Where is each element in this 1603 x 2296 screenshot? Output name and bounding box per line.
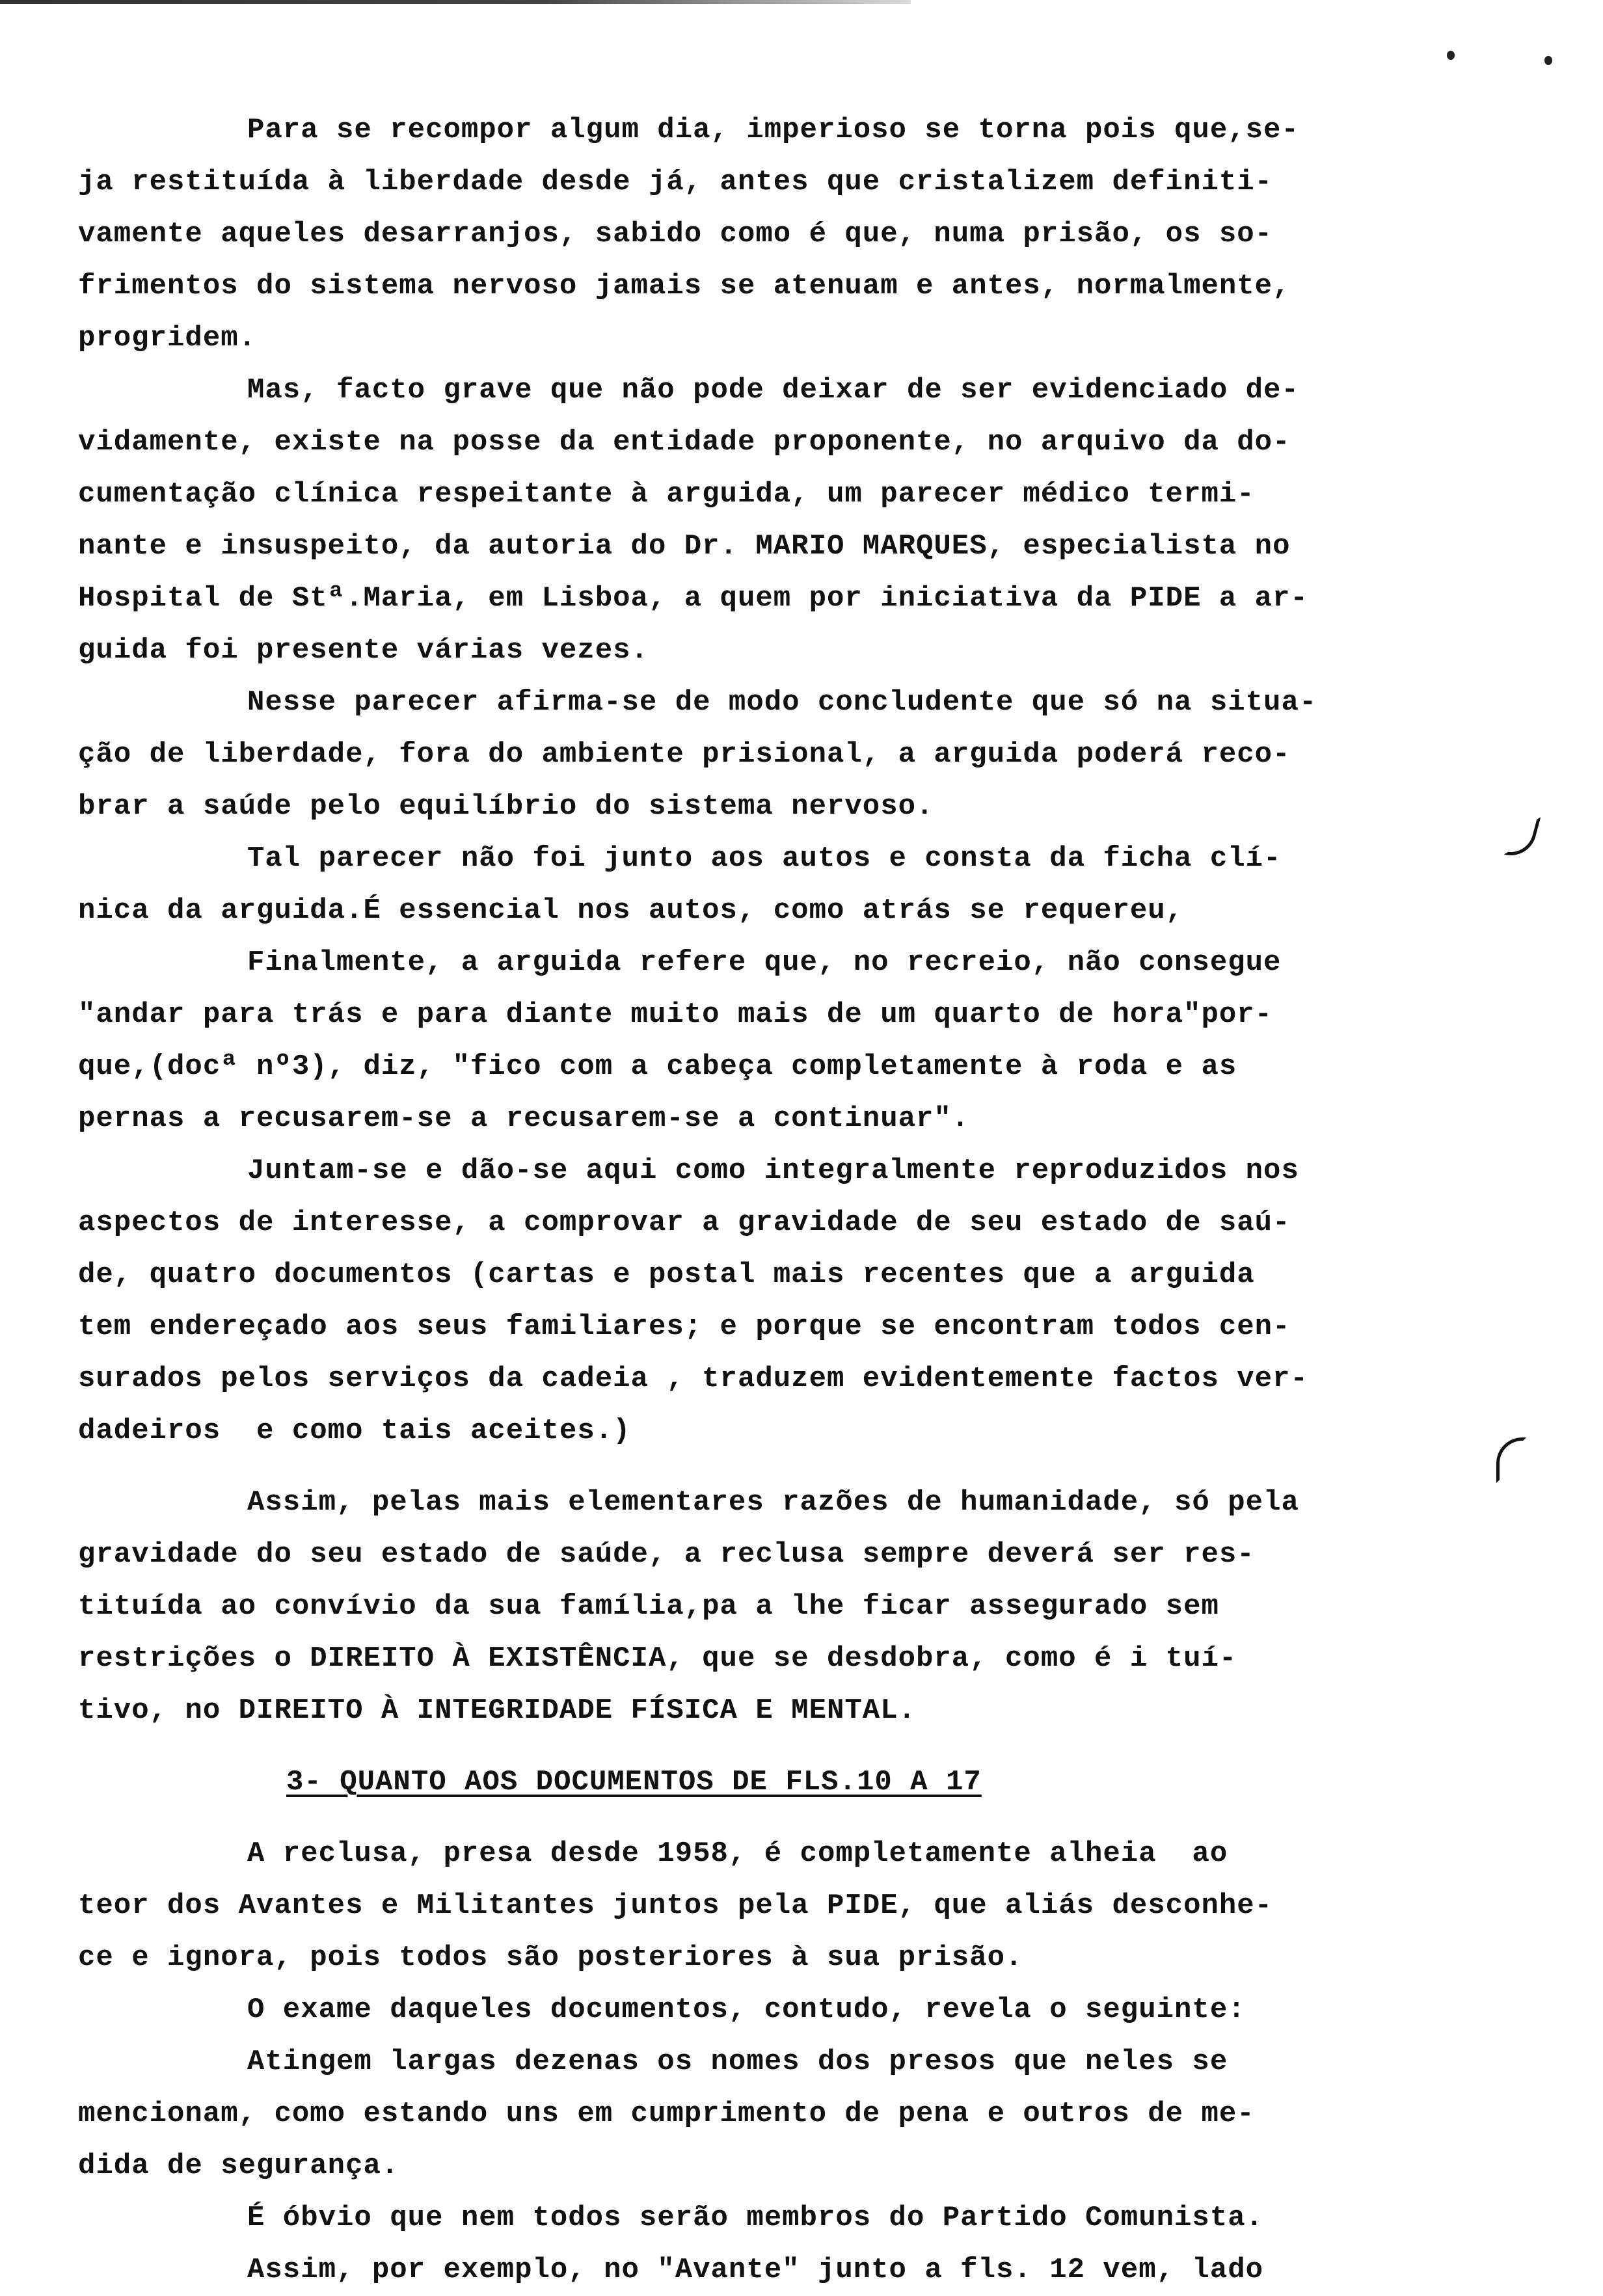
corner-dot-left xyxy=(1447,51,1455,60)
text-line: O exame daqueles documentos, contudo, revela o seguinte: xyxy=(247,1994,1246,2026)
paragraph-gap xyxy=(78,1808,1412,1828)
text-line: nica da arguida.É essencial nos autos, como atrás se requereu, xyxy=(78,894,1184,927)
paragraph-gap xyxy=(78,1737,1412,1756)
text-line: Tal parecer não foi junto aos autos e consta da ficha clí- xyxy=(247,842,1282,875)
text-line: vidamente, existe na posse da entidade proponente, no arquivo da do- xyxy=(78,426,1291,459)
text-line: teor dos Avantes e Militantes juntos pela PIDE, que aliás desconhe- xyxy=(78,1889,1273,1922)
text-line: Finalmente, a arguida refere que, no recreio, não consegue xyxy=(247,946,1282,979)
text-line: restrições o DIREITO À EXISTÊNCIA, que se desdobra, como é i tuí- xyxy=(78,1642,1237,1675)
text-line: tem endereçado aos seus familiares; e porque se encontram todos cen- xyxy=(78,1311,1291,1343)
text-line: ce e ignora, pois todos são posteriores à sua prisão. xyxy=(78,1942,1023,1974)
text-line: surados pelos serviços da cadeia , traduzem evidentemente factos ver- xyxy=(78,1363,1308,1395)
corner-dot-right xyxy=(1544,56,1552,65)
text-line: pernas a recusarem-se a recusarem-se a continuar". xyxy=(78,1102,970,1135)
text-line: Mas, facto grave que não pode deixar de ser evidenciado de- xyxy=(247,374,1299,407)
top-edge-line xyxy=(0,0,911,4)
text-line: dida de segurança. xyxy=(78,2150,399,2182)
text-line: Juntam-se e dão-se aqui como integralmente reproduzidos nos xyxy=(247,1155,1299,1187)
text-line: Assim, por exemplo, no "Avante" junto a fls. 12 vem, lado xyxy=(247,2254,1264,2286)
paragraph-gap xyxy=(78,1457,1412,1476)
text-line: frimentos do sistema nervoso jamais se atenuam e antes, normalmente, xyxy=(78,270,1291,302)
text-line: tituída ao convívio da sua família,pa a lhe ficar assegurado sem xyxy=(78,1590,1219,1623)
text-line: mencionam, como estando uns em cumprimento de pena e outros de me- xyxy=(78,2098,1255,2130)
text-line: vamente aqueles desarranjos, sabido como é que, numa prisão, os so- xyxy=(78,218,1273,250)
text-line: cumentação clínica respeitante à arguida, um parecer médico termi- xyxy=(78,478,1255,511)
text-line: nante e insuspeito, da autoria do Dr. MARIO MARQUES, especialista no xyxy=(78,530,1291,563)
text-line: que,(docª nº3), diz, "fico com a cabeça completamente à roda e as xyxy=(78,1050,1237,1083)
text-line: de, quatro documentos (cartas e postal mais recentes que a arguida xyxy=(78,1259,1255,1291)
text-line: tivo, no DIREITO À INTEGRIDADE FÍSICA E MENTAL. xyxy=(78,1694,917,1727)
text-line: guida foi presente várias vezes. xyxy=(78,634,649,667)
text-line: A reclusa, presa desde 1958, é completamente alheia ao xyxy=(247,1837,1228,1870)
text-line: Para se recompor algum dia, imperioso se torna pois que,se- xyxy=(247,114,1299,146)
text-line: É óbvio que nem todos serão membros do Partido Comunista. xyxy=(247,2202,1264,2234)
section-heading: 3- QUANTO AOS DOCUMENTOS DE FLS.10 A 17 xyxy=(286,1766,982,1798)
text-line: Atingem largas dezenas os nomes dos presos que neles se xyxy=(247,2046,1228,2078)
punch-hole-mark-upper xyxy=(1504,810,1541,861)
text-line: dadeiros e como tais aceites.) xyxy=(78,1415,631,1447)
text-line: ja restituída à liberdade desde já, antes que cristalizem definiti- xyxy=(78,166,1273,198)
text-line: brar a saúde pelo equilíbrio do sistema nervoso. xyxy=(78,790,934,823)
text-line: "andar para trás e para diante muito mais de um quarto de hora"por- xyxy=(78,998,1273,1031)
text-line: Nesse parecer afirma-se de modo concludente que só na situa- xyxy=(247,686,1317,719)
text-line: ção de liberdade, fora do ambiente prisional, a arguida poderá reco- xyxy=(78,738,1291,771)
text-line: progridem. xyxy=(78,322,257,354)
text-line: Hospital de Stª.Maria, em Lisboa, a quem por iniciativa da PIDE a ar- xyxy=(78,582,1308,615)
document-page xyxy=(78,104,1412,2296)
punch-hole-mark-lower xyxy=(1496,1437,1526,1483)
text-line: gravidade do seu estado de saúde, a reclusa sempre deverá ser res- xyxy=(78,1538,1255,1571)
text-line: aspectos de interesse, a comprovar a gravidade de seu estado de saú- xyxy=(78,1207,1291,1239)
text-line: Assim, pelas mais elementares razões de humanidade, só pela xyxy=(247,1486,1299,1519)
